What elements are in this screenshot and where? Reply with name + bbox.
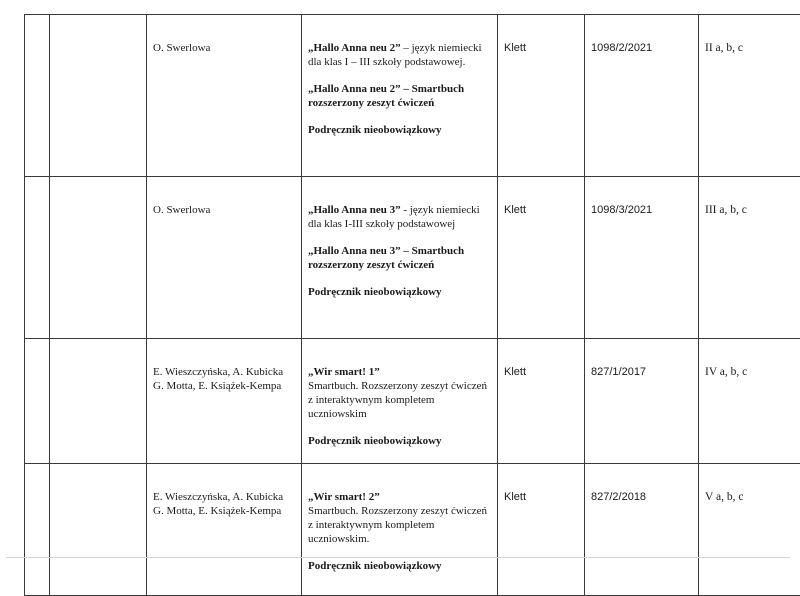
grades-text: V a, b, c [705,491,743,503]
grades-text: III a, b, c [705,204,747,216]
approval-number-cell [585,339,699,464]
table-row [25,339,800,464]
textbook-table [24,14,800,596]
author-cell [147,177,302,339]
number-cell [25,339,50,464]
subject-cell [50,177,147,339]
author-text: E. Wieszczyńska, A. Kubicka G. Motta, E. Książek-Kempa [153,366,283,392]
approval-number: 827/1/2017 [591,366,646,378]
subject-cell [50,339,147,464]
table-row [25,177,800,339]
title-paragraph [308,41,491,69]
subject-cell [50,15,147,177]
optional-note: Podręcznik nieobowiązkowy [308,285,491,299]
book-description: Smartbuch. Rozszerzony zeszyt ćwiczeń z interaktywnym kompletem uczniowskim [308,379,491,421]
number-cell [25,464,50,596]
workbook-paragraph [308,82,491,110]
workbook-paragraph [308,244,491,272]
approval-number: 1098/3/2021 [591,204,652,216]
grades-text: IV a, b, c [705,366,747,378]
grades-cell [699,15,800,177]
grades-text: II a, b, c [705,42,743,54]
book-description: Smartbuch. Rozszerzony zeszyt ćwiczeń z interaktywnym kompletem uczniowskim. [308,504,491,546]
author-text: O. Swerlowa [153,42,210,54]
table-row [25,15,800,177]
title-cell [302,177,498,339]
book-description: - język niemiecki dla klas I-III szkoły podstawowej [308,204,480,230]
workbook-title: „Hallo Anna neu 3” [308,245,401,257]
optional-note: Podręcznik nieobowiązkowy [308,559,491,573]
book-title: „Wir smart! 1” [308,366,380,378]
title-paragraph [308,365,491,379]
subject-cell [50,464,147,596]
workbook-title: „Hallo Anna neu 2” [308,83,401,95]
publisher-text: Klett [504,204,526,216]
publisher-cell [498,339,585,464]
number-cell [25,177,50,339]
table-row [25,464,800,596]
workbook-description: – Smartbuch rozszerzony zeszyt ćwiczeń [308,245,464,271]
approval-number: 827/2/2018 [591,491,646,503]
number-cell [25,15,50,177]
title-paragraph [308,490,491,504]
page-edge-line [6,557,790,558]
publisher-cell [498,15,585,177]
approval-number-cell [585,15,699,177]
author-text: O. Swerlowa [153,204,210,216]
book-description: – język niemiecki dla klas I – III szkoły podstawowej. [308,42,482,68]
title-cell [302,15,498,177]
grades-cell [699,464,800,596]
author-text: E. Wieszczyńska, A. Kubicka G. Motta, E. Książek-Kempa [153,491,283,517]
grades-cell [699,177,800,339]
publisher-text: Klett [504,491,526,503]
title-cell [302,339,498,464]
publisher-cell [498,464,585,596]
publisher-text: Klett [504,366,526,378]
grades-cell [699,339,800,464]
workbook-description: – Smartbuch rozszerzony zeszyt ćwiczeń [308,83,464,109]
title-cell [302,464,498,596]
optional-note: Podręcznik nieobowiązkowy [308,434,491,448]
publisher-cell [498,177,585,339]
author-cell [147,339,302,464]
author-cell [147,15,302,177]
approval-number-cell [585,177,699,339]
approval-number: 1098/2/2021 [591,42,652,54]
approval-number-cell [585,464,699,596]
publisher-text: Klett [504,42,526,54]
book-title: „Hallo Anna neu 3” [308,204,401,216]
author-cell [147,464,302,596]
optional-note: Podręcznik nieobowiązkowy [308,123,491,137]
title-paragraph [308,203,491,231]
book-title: „Wir smart! 2” [308,491,380,503]
book-title: „Hallo Anna neu 2” [308,42,401,54]
